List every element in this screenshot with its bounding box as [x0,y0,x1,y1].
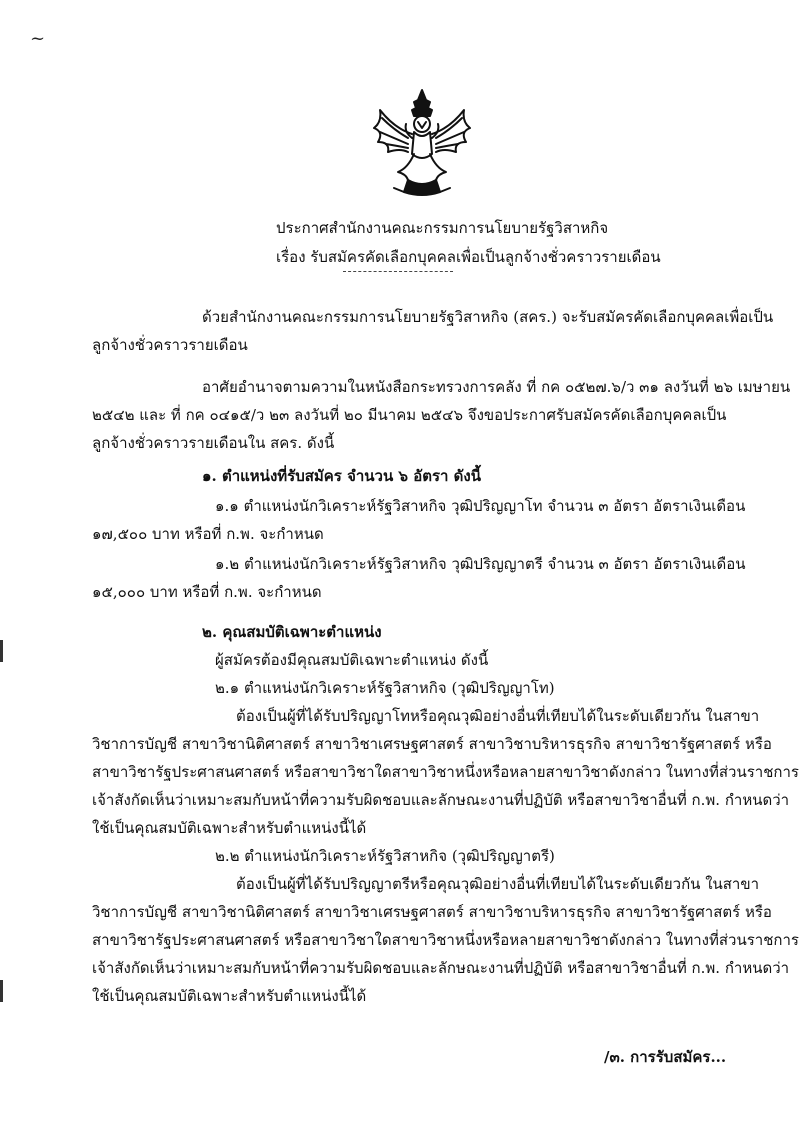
scan-edge-mark [0,980,3,1002]
position-item: ๑.๒ ตำแหน่งนักวิเคราะห์รัฐวิสาหกิจ วุฒิปริญญาตรี จำนวน ๓ อัตรา อัตราเงินเดือน [215,555,746,573]
announcement-title: ประกาศสำนักงานคณะกรรมการนโยบายรัฐวิสาหกิจ [276,219,609,237]
qualification-line: ต้องเป็นผู้ที่ได้รับปริญญาโทหรือคุณวุฒิอย่างอื่นที่เทียบได้ในระดับเดียวกัน ในสาขา [236,707,760,725]
qualification-line: สาขาวิชารัฐประศาสนศาสตร์ หรือสาขาวิชาใดสาขาวิชาหนึ่งหรือหลายสาขาวิชาดังกล่าว ในทางที่ส่วนราชการ [92,763,799,781]
qualification-intro: ผู้สมัครต้องมีคุณสมบัติเฉพาะตำแหน่ง ดังนี้ [215,651,489,669]
qualification-line: ต้องเป็นผู้ที่ได้รับปริญญาตรีหรือคุณวุฒิอย่างอื่นที่เทียบได้ในระดับเดียวกัน ในสาขา [236,875,760,893]
qualification-line: วิชาการบัญชี สาขาวิชานิติศาสตร์ สาขาวิชาเศรษฐศาสตร์ สาขาวิชาบริหารธุรกิจ สาขาวิชารัฐศาสตร์ หรือ [92,735,772,753]
qualification-line: วิชาการบัญชี สาขาวิชานิติศาสตร์ สาขาวิชาเศรษฐศาสตร์ สาขาวิชาบริหารธุรกิจ สาขาวิชารัฐศาสตร์ หรือ [92,903,772,921]
position-item: ๑๗,๕๐๐ บาท หรือที่ ก.พ. จะกำหนด [92,525,324,543]
corner-mark: ~ [30,28,46,49]
subsection-heading: ๒.๑ ตำแหน่งนักวิเคราะห์รัฐวิสาหกิจ (วุฒิปริญญาโท) [215,679,555,697]
position-item: ๑๕,๐๐๐ บาท หรือที่ ก.พ. จะกำหนด [92,583,322,601]
page-continuation: /๓. การรับสมัคร... [604,1048,727,1066]
qualification-line: เจ้าสังกัดเห็นว่าเหมาะสมกับหน้าที่ความรับผิดชอบและลักษณะงานที่ปฏิบัติ หรือสาขาวิชาอื่นที่ ก.พ. กำหนดว่า [92,959,790,977]
header-divider [343,271,453,272]
section-1-heading: ๑. ตำแหน่งที่รับสมัคร จำนวน ๖ อัตรา ดังนี้ [202,467,481,485]
qualification-line: ใช้เป็นคุณสมบัติเฉพาะสำหรับตำแหน่งนี้ได้ [92,819,367,837]
announcement-subject: เรื่อง รับสมัครคัดเลือกบุคคลเพื่อเป็นลูกจ้างชั่วคราวรายเดือน [276,248,661,266]
qualification-line: สาขาวิชารัฐประศาสนศาสตร์ หรือสาขาวิชาใดสาขาวิชาหนึ่งหรือหลายสาขาวิชาดังกล่าว ในทางที่ส่วนราชการ [92,931,799,949]
intro-paragraph-line: ลูกจ้างชั่วคราวรายเดือน [92,336,248,354]
intro-paragraph-line: ด้วยสำนักงานคณะกรรมการนโยบายรัฐวิสาหกิจ (สคร.) จะรับสมัครคัดเลือกบุคคลเพื่อเป็น [202,308,774,326]
subsection-heading: ๒.๒ ตำแหน่งนักวิเคราะห์รัฐวิสาหกิจ (วุฒิปริญญาตรี) [215,847,555,865]
position-item: ๑.๑ ตำแหน่งนักวิเคราะห์รัฐวิสาหกิจ วุฒิปริญญาโท จำนวน ๓ อัตรา อัตราเงินเดือน [215,497,746,515]
authority-paragraph-line: อาศัยอำนาจตามความในหนังสือกระทรวงการคลัง ที่ กค ๐๕๒๗.๖/ว ๓๑ ลงวันที่ ๒๖ เมษายน [202,378,791,396]
authority-paragraph-line: ๒๕๔๒ และ ที่ กค ๐๔๑๕/ว ๒๓ ลงวันที่ ๒๐ มีนาคม ๒๕๔๖ จึงขอประกาศรับสมัครคัดเลือกบุคคลเป็น [92,406,727,424]
qualification-line: ใช้เป็นคุณสมบัติเฉพาะสำหรับตำแหน่งนี้ได้ [92,987,367,1005]
authority-paragraph-line: ลูกจ้างชั่วคราวรายเดือนใน สคร. ดังนี้ [92,434,335,452]
qualification-line: เจ้าสังกัดเห็นว่าเหมาะสมกับหน้าที่ความรับผิดชอบและลักษณะงานที่ปฏิบัติ หรือสาขาวิชาอื่นที่ ก.พ. กำหนดว่า [92,791,790,809]
scan-edge-mark [0,640,3,662]
garuda-emblem-icon [368,88,476,198]
section-2-heading: ๒. คุณสมบัติเฉพาะตำแหน่ง [202,623,382,641]
